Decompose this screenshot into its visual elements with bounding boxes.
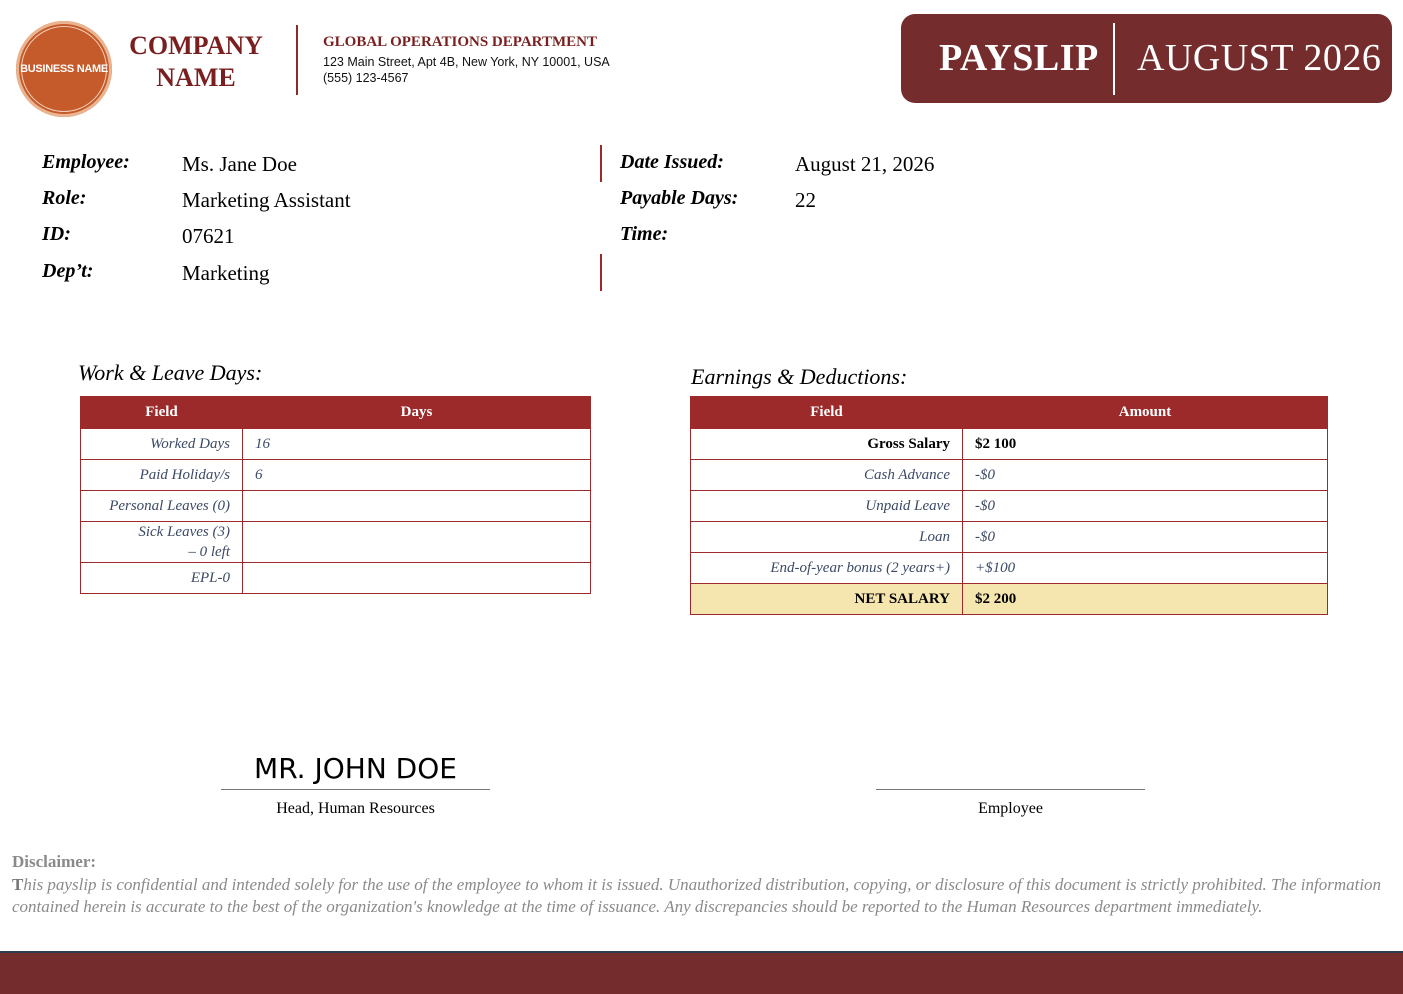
work-leave-table	[80, 396, 591, 594]
table-header-row	[691, 397, 1328, 429]
earnings-field: Gross Salary	[691, 429, 963, 460]
company-phone: (555) 123-4567	[323, 71, 409, 85]
department-name: GLOBAL OPERATIONS DEPARTMENT	[323, 34, 597, 50]
leave-days	[243, 522, 591, 563]
disclaimer-first-letter: T	[12, 875, 24, 894]
leave-field	[81, 522, 243, 563]
column-header-field: Field	[81, 397, 243, 429]
time-label: Time:	[620, 223, 669, 245]
info-divider-top	[600, 145, 602, 182]
employee-signature-line[interactable]	[876, 789, 1145, 790]
payable-days-value: 22	[795, 188, 816, 212]
earnings-amount: -$0	[963, 460, 1328, 491]
info-divider-bottom	[600, 254, 602, 291]
leave-field: Worked Days	[81, 429, 243, 460]
earnings-field: Cash Advance	[691, 460, 963, 491]
company-name-line2: NAME	[156, 63, 236, 92]
header-divider	[296, 25, 298, 95]
disclaimer-text: his payslip is confidential and intended solely for the use of the employee to whom it is issued. Unauthorized distribution, copying, or disclosure of this document is strictly prohibited. The information contained herein is accurate to the best of the organization's knowledge at the time of issuance. Any discrepancies should be reported to the Human Resources department immediately.	[12, 875, 1382, 916]
employee-value: Ms. Jane Doe	[182, 152, 297, 176]
id-value: 07621	[182, 224, 235, 248]
table-row	[691, 491, 1328, 522]
company-logo	[16, 21, 112, 117]
table-row	[81, 460, 591, 491]
net-salary-amount: $2 200	[963, 584, 1328, 615]
earnings-title: Earnings & Deductions:	[691, 364, 908, 389]
earnings-field: Loan	[691, 522, 963, 553]
employee-signature-caption: Employee	[978, 800, 1043, 817]
payslip-title: PAYSLIP	[939, 37, 1099, 79]
table-row	[81, 522, 591, 563]
employee-label: Employee:	[42, 151, 130, 173]
leave-days	[243, 491, 591, 522]
earnings-amount: -$0	[963, 491, 1328, 522]
role-value: Marketing Assistant	[182, 188, 351, 212]
leave-field: Personal Leaves (0)	[81, 491, 243, 522]
date-issued-label: Date Issued:	[620, 151, 724, 173]
logo-text: BUSINESS NAME	[20, 63, 108, 75]
company-address: 123 Main Street, Apt 4B, New York, NY 10001, USA	[323, 55, 610, 69]
date-issued-value: August 21, 2026	[795, 152, 935, 176]
leave-days: 16	[243, 429, 591, 460]
leave-field-line1: Sick Leaves (3)	[138, 524, 230, 540]
leave-field: EPL-0	[81, 563, 243, 594]
column-header-amount: Amount	[963, 397, 1328, 429]
leave-field: Paid Holiday/s	[81, 460, 243, 491]
payslip-period: AUGUST 2026	[1137, 37, 1382, 79]
payable-days-label: Payable Days:	[620, 187, 739, 209]
banner-divider	[1113, 23, 1115, 95]
role-label: Role:	[42, 187, 87, 209]
earnings-amount: -$0	[963, 522, 1328, 553]
table-row	[691, 522, 1328, 553]
table-row	[691, 553, 1328, 584]
table-row	[691, 429, 1328, 460]
company-name-line1: COMPANY	[129, 31, 263, 60]
earnings-amount: +$100	[963, 553, 1328, 584]
net-salary-row	[691, 584, 1328, 615]
company-address-block	[323, 54, 610, 86]
work-leave-title: Work & Leave Days:	[78, 360, 263, 385]
leave-field-line2: – 0 left	[188, 544, 230, 560]
footer-bar	[0, 951, 1403, 994]
earnings-field: Unpaid Leave	[691, 491, 963, 522]
earnings-amount: $2 100	[963, 429, 1328, 460]
column-header-field: Field	[691, 397, 963, 429]
table-row	[81, 429, 591, 460]
disclaimer-text-block	[12, 874, 1392, 918]
company-name	[118, 30, 274, 94]
leave-days: 6	[243, 460, 591, 491]
table-row	[81, 563, 591, 594]
dept-value: Marketing	[182, 261, 270, 285]
dept-label: Dep’t:	[42, 260, 94, 282]
earnings-field: End-of-year bonus (2 years+)	[691, 553, 963, 584]
leave-days	[243, 563, 591, 594]
hr-signature-line	[221, 789, 490, 790]
table-header-row	[81, 397, 591, 429]
id-label: ID:	[42, 223, 71, 245]
earnings-table	[690, 396, 1328, 615]
disclaimer-heading: Disclaimer:	[12, 852, 97, 871]
net-salary-label: NET SALARY	[691, 584, 963, 615]
hr-signature-caption: Head, Human Resources	[276, 800, 435, 817]
table-row	[691, 460, 1328, 491]
column-header-days: Days	[243, 397, 591, 429]
table-row	[81, 491, 591, 522]
hr-signature-name: MR. JOHN DOE	[254, 752, 457, 785]
